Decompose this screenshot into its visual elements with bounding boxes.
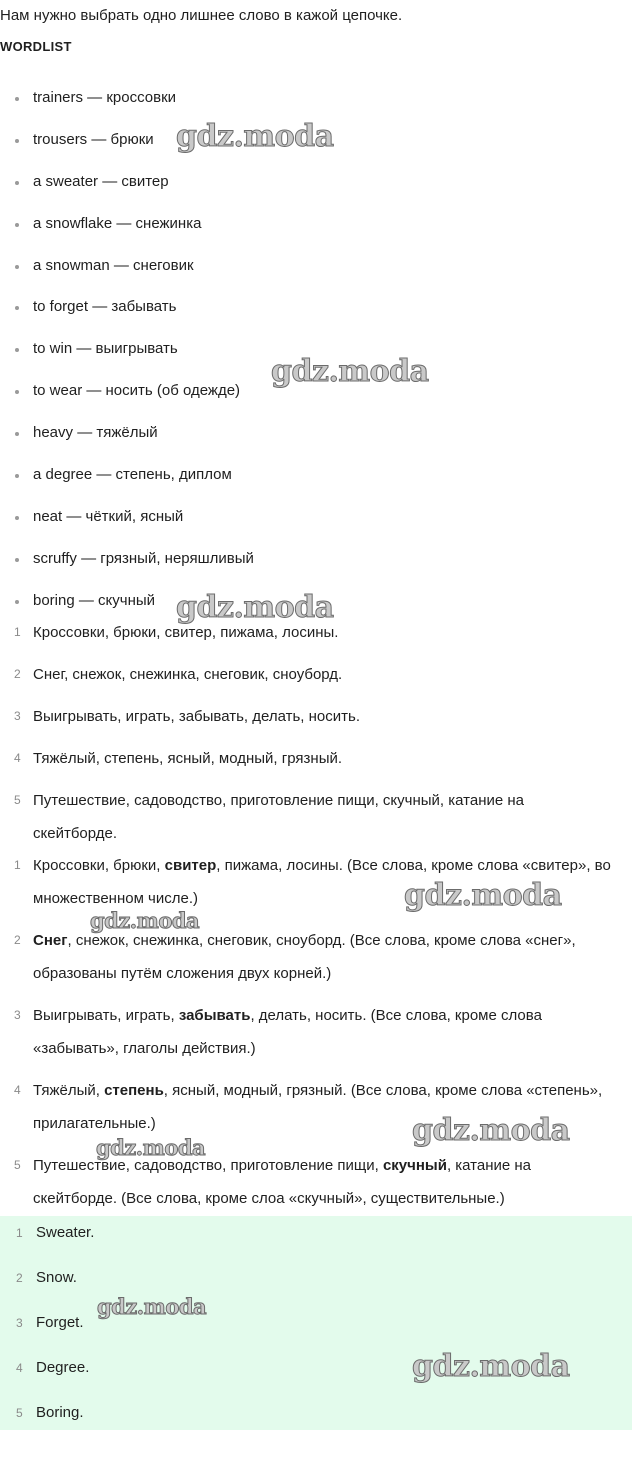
wordlist-item-text: boring — скучный <box>33 591 156 609</box>
task-list <box>0 616 632 859</box>
watermark: gdz.moda <box>271 354 429 389</box>
wordlist-item-text: a degree — степень, диплом <box>33 466 232 484</box>
answer-text: Sweater. <box>36 1224 95 1241</box>
odd-word: свитер <box>164 857 217 874</box>
task-text: Тяжёлый, степень, ясный, модный, грязный. <box>33 750 343 767</box>
item-number: 4 <box>16 1361 23 1375</box>
wordlist-item-text: to win — выигрывать <box>33 340 178 358</box>
bullet-icon <box>15 432 19 436</box>
task-text: Выигрывать, играть, забывать, делать, носить. <box>33 708 360 725</box>
solution-item <box>0 999 632 1065</box>
watermark: gdz.moda <box>176 590 334 625</box>
item-number: 5 <box>14 1158 21 1172</box>
wordlist-item <box>0 464 632 506</box>
bullet-icon <box>15 223 19 227</box>
watermark: gdz.moda <box>404 878 562 913</box>
watermark: gdz.moda <box>412 1349 570 1384</box>
answer-list <box>0 1216 632 1448</box>
item-number: 3 <box>14 709 21 723</box>
watermark: gdz.moda <box>176 119 334 154</box>
intro-text: Нам нужно выбрать одно лишнее слово в кажой цепочке. <box>0 7 403 24</box>
wordlist-item-text: heavy — тяжёлый <box>33 424 158 442</box>
answer-item <box>0 1358 632 1403</box>
answer-text: Boring. <box>36 1404 84 1421</box>
wordlist-item <box>0 296 632 338</box>
watermark: gdz.moda <box>412 1113 570 1148</box>
task-item <box>0 700 632 733</box>
wordlist-item <box>0 129 632 171</box>
solution-text-before: Путешествие, садоводство, приготовление пищи, <box>33 1157 383 1174</box>
solution-item <box>0 924 632 990</box>
task-item <box>0 658 632 691</box>
wordlist-item-text: a sweater — свитер <box>33 172 169 190</box>
solution-text-after: , ясный, модный, грязный. (Все слова, кроме слова «степень», прилагательные.) <box>33 1082 603 1132</box>
wordlist-item-text: scruffy — грязный, неряшливый <box>33 549 254 567</box>
answer-item <box>0 1313 632 1358</box>
item-number: 3 <box>14 1008 21 1022</box>
task-text: Снег, снежок, снежинка, снеговик, сноуборд. <box>33 666 343 683</box>
solution-text-after: , катание на скейтборде. (Все слова, кроме слоа «скучный», существительные.) <box>33 1157 532 1207</box>
bullet-icon <box>15 97 19 101</box>
item-number: 1 <box>14 625 21 639</box>
item-number: 2 <box>14 667 21 681</box>
solution-item <box>0 1149 632 1215</box>
answer-item <box>0 1223 632 1268</box>
odd-word: степень <box>104 1082 164 1099</box>
item-number: 2 <box>16 1271 23 1285</box>
bullet-icon <box>15 390 19 394</box>
wordlist-item-text: a snowman — снеговик <box>33 256 194 274</box>
task-item <box>0 784 632 850</box>
item-number: 1 <box>16 1226 23 1240</box>
wordlist-item-text: neat — чёткий, ясный <box>33 507 184 525</box>
solution-list <box>0 849 632 1224</box>
wordlist-item-text: to forget — забывать <box>33 298 177 316</box>
bullet-icon <box>15 348 19 352</box>
item-number: 2 <box>14 933 21 947</box>
wordlist-item <box>0 87 632 129</box>
wordlist-item-text: a snowflake — снежинка <box>33 214 202 232</box>
wordlist-heading: WORDLIST <box>0 39 72 54</box>
item-number: 4 <box>14 751 21 765</box>
item-number: 5 <box>14 793 21 807</box>
answer-box <box>0 1216 632 1430</box>
item-number: 4 <box>14 1083 21 1097</box>
solution-text-after: , пижама, лосины. (Все слова, кроме слова «свитер», во множественном числе.) <box>33 857 611 907</box>
wordlist-item <box>0 380 632 422</box>
wordlist-item <box>0 548 632 590</box>
item-number: 1 <box>14 858 21 872</box>
wordlist-item-text: trainers — кроссовки <box>33 89 177 106</box>
wordlist-item-text: trousers — брюки <box>33 130 154 148</box>
wordlist-item <box>0 422 632 464</box>
task-text: Путешествие, садоводство, приготовление пищи, скучный, катание на скейтборде. <box>33 792 525 842</box>
solution-text-after: , делать, носить. (Все слова, кроме слова «забывать», глаголы действия.) <box>33 1007 542 1057</box>
bullet-icon <box>15 139 19 143</box>
solution-item <box>0 849 632 915</box>
item-number: 3 <box>16 1316 23 1330</box>
wordlist-item <box>0 506 632 548</box>
solution-text-after: , снежок, снежинка, снеговик, сноуборд. (Все слова, кроме слова «снег», образованы путём сложения двух корней.) <box>33 932 576 982</box>
wordlist-item <box>0 213 632 255</box>
bullet-icon <box>15 474 19 478</box>
bullet-icon <box>15 181 19 185</box>
answer-text: Forget. <box>36 1314 84 1331</box>
odd-word: скучный <box>382 1157 447 1174</box>
bullet-icon <box>15 265 19 269</box>
answer-text: Degree. <box>36 1359 90 1376</box>
wordlist-item <box>0 338 632 380</box>
watermark: gdz.moda <box>96 1135 206 1160</box>
bullet-icon <box>15 306 19 310</box>
solution-item <box>0 1074 632 1140</box>
solution-text-before: Выигрывать, играть, <box>33 1007 179 1024</box>
wordlist-item-text: to wear — носить (об одежде) <box>33 382 241 400</box>
answer-item <box>0 1403 632 1448</box>
task-text: Кроссовки, брюки, свитер, пижама, лосины. <box>33 624 339 641</box>
watermark: gdz.moda <box>90 908 200 933</box>
watermark: gdz.moda <box>97 1294 207 1319</box>
answer-item <box>0 1268 632 1313</box>
solution-text-before: Кроссовки, брюки, <box>33 857 165 874</box>
wordlist <box>0 87 632 632</box>
bullet-icon <box>15 600 19 604</box>
answer-text: Snow. <box>36 1269 77 1286</box>
task-item <box>0 742 632 775</box>
odd-word: Снег <box>33 932 68 949</box>
wordlist-item <box>0 255 632 297</box>
solution-text-before: Тяжёлый, <box>33 1082 105 1099</box>
wordlist-item <box>0 171 632 213</box>
task-item <box>0 616 632 649</box>
item-number: 5 <box>16 1406 23 1420</box>
bullet-icon <box>15 516 19 520</box>
bullet-icon <box>15 558 19 562</box>
odd-word: забывать <box>178 1007 251 1024</box>
